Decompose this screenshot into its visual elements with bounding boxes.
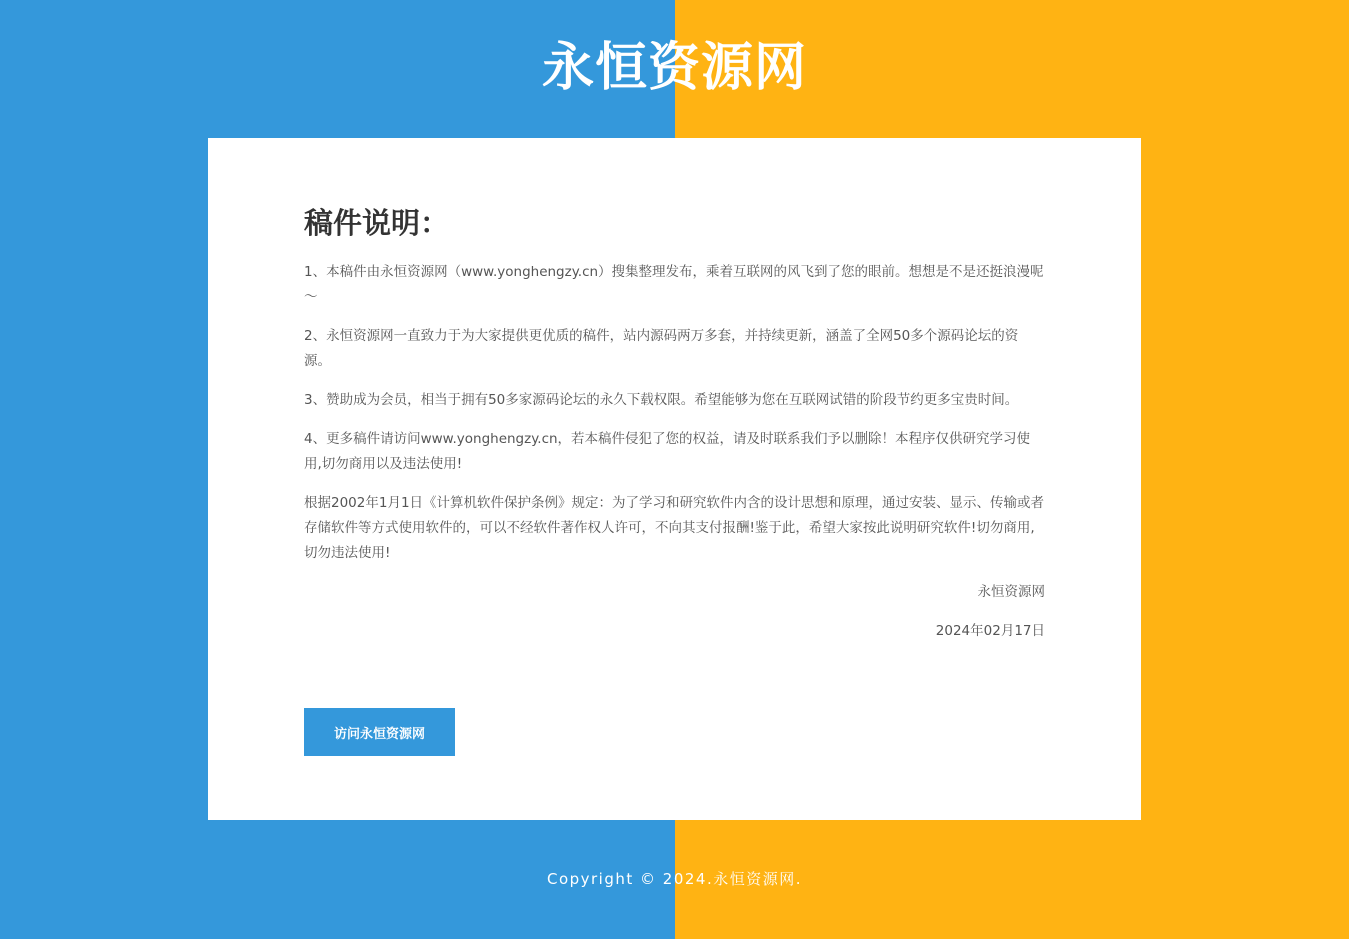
notice-card bbox=[208, 138, 1141, 820]
publish-date: 2024年02月17日 bbox=[935, 623, 1045, 639]
notice-heading: 稿件说明： bbox=[304, 206, 450, 240]
notice-paragraph-4: 4、更多稿件请访问www.yonghengzy.cn，若本稿件侵犯了您的权益，请及时联系我们予以删除！本程序仅供研究学习使用,切勿商用以及违法使用! bbox=[304, 431, 1031, 472]
footer-copyright: Copyright © 2024.永恒资源网. bbox=[546, 870, 803, 888]
visit-site-button[interactable]: 访问永恒资源网 bbox=[304, 708, 455, 756]
site-title: 永恒资源网 bbox=[541, 38, 807, 98]
legal-notice-paragraph: 根据2002年1月1日《计算机软件保护条例》规定：为了学习和研究软件内含的设计思想和原理，通过安装、显示、传输或者存储软件等方式使用软件的，可以不经软件著作权人许可，不向其支付报酬!鉴于此，希望大家按此说明研究软件!切勿商用,切勿违法使用! bbox=[304, 495, 1045, 561]
notice-paragraph-3: 3、赞助成为会员，相当于拥有50多家源码论坛的永久下载权限。希望能够为您在互联网试错的阶段节约更多宝贵时间。 bbox=[304, 392, 1019, 408]
signature: 永恒资源网 bbox=[977, 584, 1045, 600]
notice-paragraph-1: 1、本稿件由永恒资源网（www.yonghengzy.cn）搜集整理发布，乘着互联网的风飞到了您的眼前。想想是不是还挺浪漫呢～ bbox=[304, 264, 1044, 305]
notice-paragraph-2: 2、永恒资源网一直致力于为大家提供更优质的稿件，站内源码两万多套，并持续更新，涵盖了全网50多个源码论坛的资源。 bbox=[304, 328, 1019, 369]
